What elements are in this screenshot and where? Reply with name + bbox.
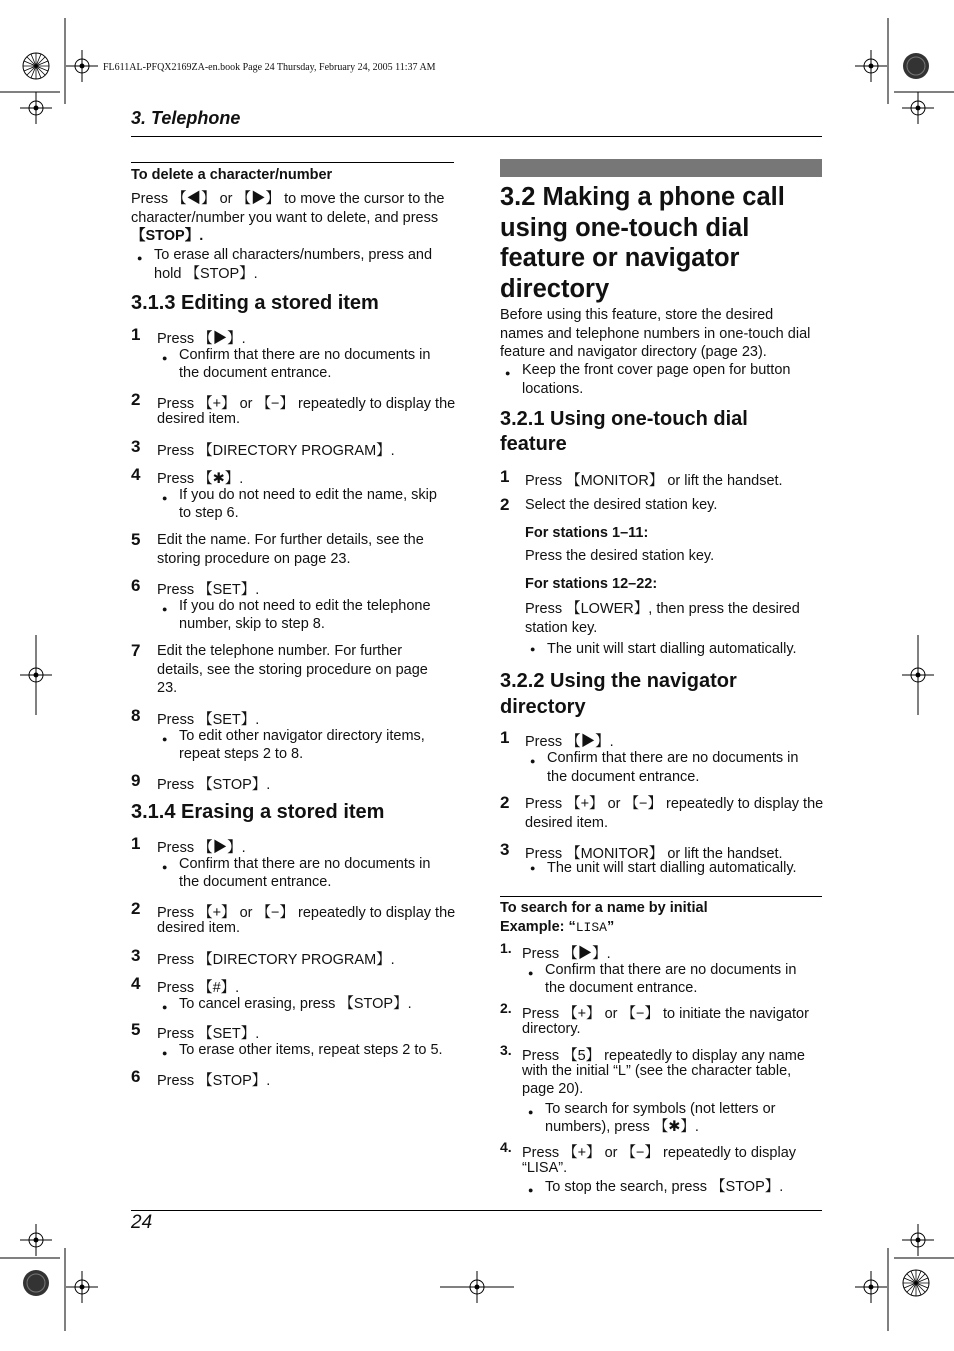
step-bullet-line: ● Confirm that there are no documents in	[545, 961, 797, 978]
step-bullet-line: ● To edit other navigator directory items,	[179, 727, 425, 744]
step-text-line: desired item.	[157, 919, 241, 936]
example-label: Example: “	[500, 919, 576, 935]
step-bullet-line: ● To cancel erasing, press 【STOP】.	[179, 995, 412, 1012]
step-text-line: Press 【+】 or 【−】 repeatedly to display the	[157, 396, 456, 412]
delete-bullet	[154, 246, 432, 283]
step-text-line: Press 【▶】.	[522, 946, 611, 962]
step-bullet-line: the document entrance.	[179, 874, 332, 890]
navigator-step1: Press 【▶】.	[525, 734, 614, 750]
stations-1-11-text: Press the desired station key.	[525, 548, 715, 564]
onetouch-step2: Select the desired station key.	[525, 497, 718, 513]
step-bullet	[545, 1178, 783, 1197]
chapter-title-line: directory	[500, 274, 610, 303]
onetouch-step1: Press 【MONITOR】 or lift the handset.	[525, 473, 783, 489]
step-number: 5	[131, 1020, 141, 1039]
step-number: 3	[500, 840, 510, 859]
step-text-line: Press 【DIRECTORY PROGRAM】.	[157, 952, 395, 968]
intro-bullet-line: ● Keep the front cover page open for button	[522, 362, 791, 378]
delete-bullet-line: hold 【STOP】.	[154, 265, 258, 282]
step-bullet	[179, 597, 431, 634]
title-bar	[500, 159, 822, 177]
step-text-line: Press 【#】.	[157, 980, 240, 996]
intro-line: feature and navigator directory (page 23).	[500, 344, 767, 360]
navigator-step3-bullet: ● The unit will start dialling automatically.	[547, 860, 797, 876]
delete-title: To delete a character/number	[131, 167, 333, 183]
step-number: 1	[131, 325, 141, 344]
step-number: 6	[131, 576, 141, 595]
navigator-bullet-line: the document entrance.	[547, 768, 700, 785]
step-bullet	[179, 855, 430, 892]
step-text-line: Edit the name. For further details, see the	[157, 532, 424, 548]
intro-text	[500, 306, 810, 362]
step-text-line: with the initial “L” (see the character table,	[522, 1062, 792, 1079]
step-number: 6	[131, 1067, 141, 1086]
step-text-line: “LISA”.	[522, 1159, 568, 1176]
step-number: 3.	[500, 1042, 512, 1058]
step-number: 3	[131, 946, 141, 965]
step-text-line: Press 【SET】.	[157, 1026, 260, 1042]
step-text-line: Press 【✱】.	[157, 471, 244, 487]
step-number: 2	[131, 899, 141, 918]
step-bullet	[179, 727, 425, 764]
step-number: 2.	[500, 1000, 512, 1016]
step-text-line: Press 【▶】.	[157, 331, 246, 347]
chapter-title-line: 3.2 Making a phone call	[500, 183, 785, 211]
step-bullet-line: number, skip to step 8.	[179, 616, 325, 632]
step-text-line: Press 【+】 or 【−】 repeatedly to display the	[157, 905, 456, 921]
step-number: 2	[131, 390, 141, 409]
step-bullet	[179, 1041, 443, 1060]
step-text-line: Press 【5】 repeatedly to display any name	[522, 1048, 805, 1064]
navigator-title	[500, 668, 737, 720]
step-bullet-line: ● To search for symbols (not letters or	[545, 1100, 776, 1117]
step-bullet	[179, 995, 412, 1014]
search-example	[500, 919, 614, 935]
step-bullet	[179, 486, 437, 523]
step-bullet	[545, 1100, 775, 1137]
stations-12-22-line: Press 【LOWER】, then press the desired	[525, 601, 800, 617]
step-text-line: page 20).	[522, 1081, 584, 1097]
step-number: 8	[131, 706, 141, 725]
onetouch-bullet: ● The unit will start dialling automatically.	[547, 641, 797, 657]
navigator-title-line: 3.2.2 Using the navigator	[500, 670, 737, 692]
navigator-step3: Press 【MONITOR】 or lift the handset.	[525, 846, 783, 862]
step-number: 2	[500, 793, 510, 812]
page-number: 24	[131, 1212, 153, 1233]
erasing-title: 3.1.4 Erasing a stored item	[131, 801, 385, 823]
step-bullet-line: ● Confirm that there are no documents in	[179, 346, 431, 363]
step-text-line: Press 【STOP】.	[157, 1073, 271, 1089]
intro-line: names and telephone numbers in one-touch dial	[500, 325, 811, 342]
step-number: 4	[131, 465, 141, 484]
search-rule	[500, 896, 822, 897]
step-bullet-line: ● To stop the search, press 【STOP】.	[545, 1179, 784, 1195]
stations-12-22-text	[525, 600, 800, 637]
step-text-line: Press 【STOP】.	[157, 777, 271, 793]
step-bullet-line: ● If you do not need to edit the telephone	[179, 597, 431, 614]
step-number: 4.	[500, 1139, 512, 1155]
editing-title: 3.1.3 Editing a stored item	[131, 292, 379, 314]
step-number: 1	[500, 728, 510, 747]
navigator-step2-line: desired item.	[525, 814, 609, 831]
delete-line: 【STOP】.	[131, 228, 204, 244]
delete-line: character/number you want to delete, and press	[131, 209, 439, 226]
step-bullet	[179, 346, 430, 383]
navigator-step1-bullet	[547, 749, 798, 786]
chapter-title-line: using one-touch dial	[500, 213, 750, 242]
step-text-line: Press 【▶】.	[157, 840, 246, 856]
step-number: 5	[131, 530, 141, 549]
intro-line: Before using this feature, store the desired	[500, 307, 774, 323]
step-text-line: directory.	[522, 1020, 581, 1037]
step-bullet-line: numbers), press 【✱】.	[545, 1119, 699, 1135]
header-rule	[131, 136, 822, 137]
stations-1-11-title: For stations 1–11:	[525, 525, 649, 541]
step-number: 1	[500, 467, 510, 486]
step-bullet	[545, 961, 796, 998]
step-text-line: Press 【DIRECTORY PROGRAM】.	[157, 443, 395, 459]
step-bullet-line: to step 6.	[179, 505, 239, 521]
navigator-step2	[525, 795, 823, 832]
navigator-step2-line: Press 【+】 or 【−】 repeatedly to display the	[525, 796, 824, 812]
delete-line: Press 【◀】 or 【▶】 to move the cursor to the	[131, 191, 445, 207]
search-title: To search for a name by initial	[500, 900, 708, 916]
section-header: 3. Telephone	[131, 108, 241, 128]
step-text-line: Press 【+】 or 【−】 repeatedly to display	[522, 1145, 797, 1161]
step-bullet-line: the document entrance.	[179, 365, 332, 381]
step-bullet-line: ● To erase other items, repeat steps 2 to 5.	[179, 1041, 443, 1058]
step-text-line: storing procedure on page 23.	[157, 550, 351, 567]
onetouch-title-line: feature	[500, 433, 567, 455]
chapter-title	[500, 182, 785, 304]
step-bullet-line: ● Confirm that there are no documents in	[179, 855, 431, 872]
step-text-line: Edit the telephone number. For further	[157, 643, 403, 659]
delete-text	[131, 190, 444, 246]
stations-12-22-title: For stations 12–22:	[525, 576, 658, 592]
delete-rule	[131, 162, 454, 163]
step-number: 4	[131, 974, 141, 993]
step-bullet-line: the document entrance.	[545, 980, 698, 996]
step-number: 1	[131, 834, 141, 853]
step-number: 7	[131, 641, 141, 660]
intro-bullet-line: locations.	[522, 380, 584, 397]
delete-bullet-line: ● To erase all characters/numbers, press and	[154, 247, 433, 263]
footer-rule	[131, 1210, 822, 1211]
navigator-title-line: directory	[500, 696, 586, 718]
step-number: 9	[131, 771, 141, 790]
step-number: 1.	[500, 940, 512, 956]
step-number: 2	[500, 495, 510, 514]
example-end: ”	[606, 919, 615, 935]
example-value: LISA	[575, 920, 607, 935]
step-text-line: details, see the storing procedure on page	[157, 661, 428, 678]
onetouch-title-line: 3.2.1 Using one-touch dial	[500, 408, 748, 430]
step-text-line: 23.	[157, 680, 178, 696]
book-info-line: FL611AL-PFQX2169ZA-en.book Page 24 Thursday, February 24, 2005 11:37 AM	[103, 62, 436, 73]
step-text-line: Press 【SET】.	[157, 712, 260, 728]
step-text-line: Press 【+】 or 【−】 to initiate the navigator	[522, 1006, 809, 1022]
onetouch-title	[500, 407, 748, 457]
step-text-line: desired item.	[157, 410, 241, 427]
navigator-bullet-line: ● Confirm that there are no documents in	[547, 750, 799, 766]
chapter-title-line: feature or navigator	[500, 244, 740, 272]
intro-bullet	[522, 361, 790, 398]
step-text-line: Press 【SET】.	[157, 582, 260, 598]
stations-12-22-line: station key.	[525, 619, 598, 636]
step-bullet-line: ● If you do not need to edit the name, skip	[179, 486, 437, 503]
step-bullet-line: repeat steps 2 to 8.	[179, 746, 304, 762]
step-number: 3	[131, 437, 141, 456]
